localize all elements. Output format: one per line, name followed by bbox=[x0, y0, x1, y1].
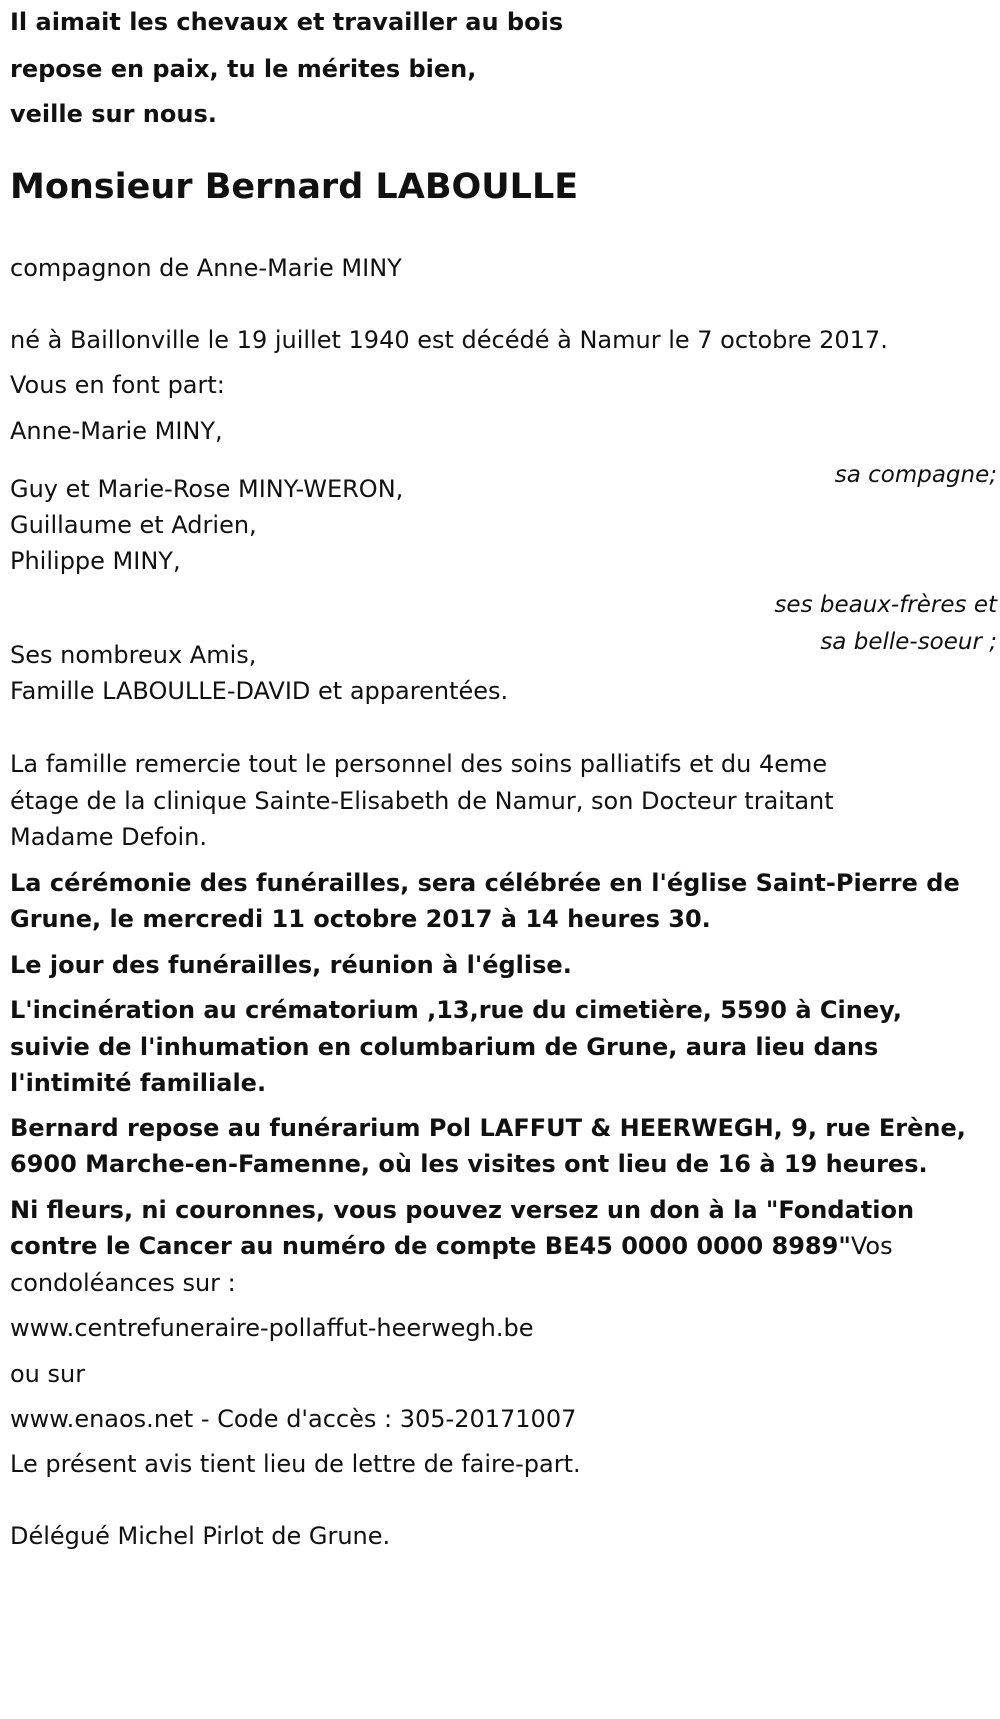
cremation-line2: suivie de l'inhumation en columbarium de Grune, aura lieu dans bbox=[10, 1033, 879, 1061]
cremation-line3: l'intimité familiale. bbox=[10, 1069, 267, 1097]
announcer-group2-role-line1: ses beaux-frères et bbox=[774, 592, 997, 618]
funerarium-line2: 6900 Marche-en-Famenne, où les visites ont lieu de 16 à 19 heures. bbox=[10, 1150, 928, 1178]
link-enaos-site[interactable]: www.enaos.net - Code d'accès : 305-20171007 bbox=[10, 1405, 577, 1433]
deceased-name: Monsieur Bernard LABOULLE bbox=[10, 167, 579, 207]
announcer-group3-line2: Famille LABOULLE-DAVID et apparentées. bbox=[10, 677, 509, 705]
partner-line: compagnon de Anne-Marie MINY bbox=[10, 254, 402, 282]
epitaph-line-3: veille sur nous. bbox=[10, 100, 217, 128]
funerarium-line1: Bernard repose au funérarium Pol LAFFUT & HEERWEGH, 9, rue Erène, bbox=[10, 1114, 966, 1142]
announcer-group2-line3: Philippe MINY, bbox=[10, 547, 181, 575]
ceremony-line1: La cérémonie des funérailles, sera célébrée en l'église Saint-Pierre de bbox=[10, 869, 960, 897]
donation-line1: Ni fleurs, ni couronnes, vous pouvez versez un don à la "Fondation bbox=[10, 1196, 915, 1224]
ceremony-line2: Grune, le mercredi 11 octobre 2017 à 14 heures 30. bbox=[10, 905, 711, 933]
birth-death-line: né à Baillonville le 19 juillet 1940 est décédé à Namur le 7 octobre 2017. bbox=[10, 326, 888, 354]
meeting-line: Le jour des funérailles, réunion à l'église. bbox=[10, 951, 572, 979]
epitaph-line-1: Il aimait les chevaux et travailler au bois bbox=[10, 8, 564, 36]
donation-line3: condoléances sur : bbox=[10, 1269, 236, 1297]
notice-line: Le présent avis tient lieu de lettre de faire-part. bbox=[10, 1450, 581, 1478]
link-funeral-site[interactable]: www.centrefuneraire-pollaffut-heerwegh.be bbox=[10, 1314, 534, 1342]
delegate-line: Délégué Michel Pirlot de Grune. bbox=[10, 1522, 391, 1550]
or-line: ou sur bbox=[10, 1360, 86, 1388]
announcer-group2-line2: Guillaume et Adrien, bbox=[10, 511, 257, 539]
announcer-group1-name: Anne-Marie MINY, bbox=[10, 417, 223, 445]
donation-line2-tail: Vos bbox=[850, 1232, 893, 1260]
donation-account: contre le Cancer au numéro de compte BE45 0000 0000 8989" bbox=[10, 1232, 851, 1260]
thanks-line1: La famille remercie tout le personnel des soins palliatifs et du 4eme bbox=[10, 750, 828, 778]
announcer-group2-role-line2: sa belle-soeur ; bbox=[820, 629, 997, 655]
announcers-intro: Vous en font part: bbox=[10, 371, 225, 399]
announcer-group1-role: sa compagne; bbox=[834, 462, 997, 488]
thanks-line3: Madame Defoin. bbox=[10, 823, 208, 851]
cremation-line1: L'incinération au crématorium ,13,rue du cimetière, 5590 à Ciney, bbox=[10, 996, 902, 1024]
announcer-group2-line1: Guy et Marie-Rose MINY-WERON, bbox=[10, 475, 404, 503]
thanks-line2: étage de la clinique Sainte-Elisabeth de Namur, son Docteur traitant bbox=[10, 787, 834, 815]
epitaph-line-2: repose en paix, tu le mérites bien, bbox=[10, 55, 477, 83]
announcer-group3-line1: Ses nombreux Amis, bbox=[10, 641, 257, 669]
donation-line2 bbox=[10, 1232, 893, 1260]
